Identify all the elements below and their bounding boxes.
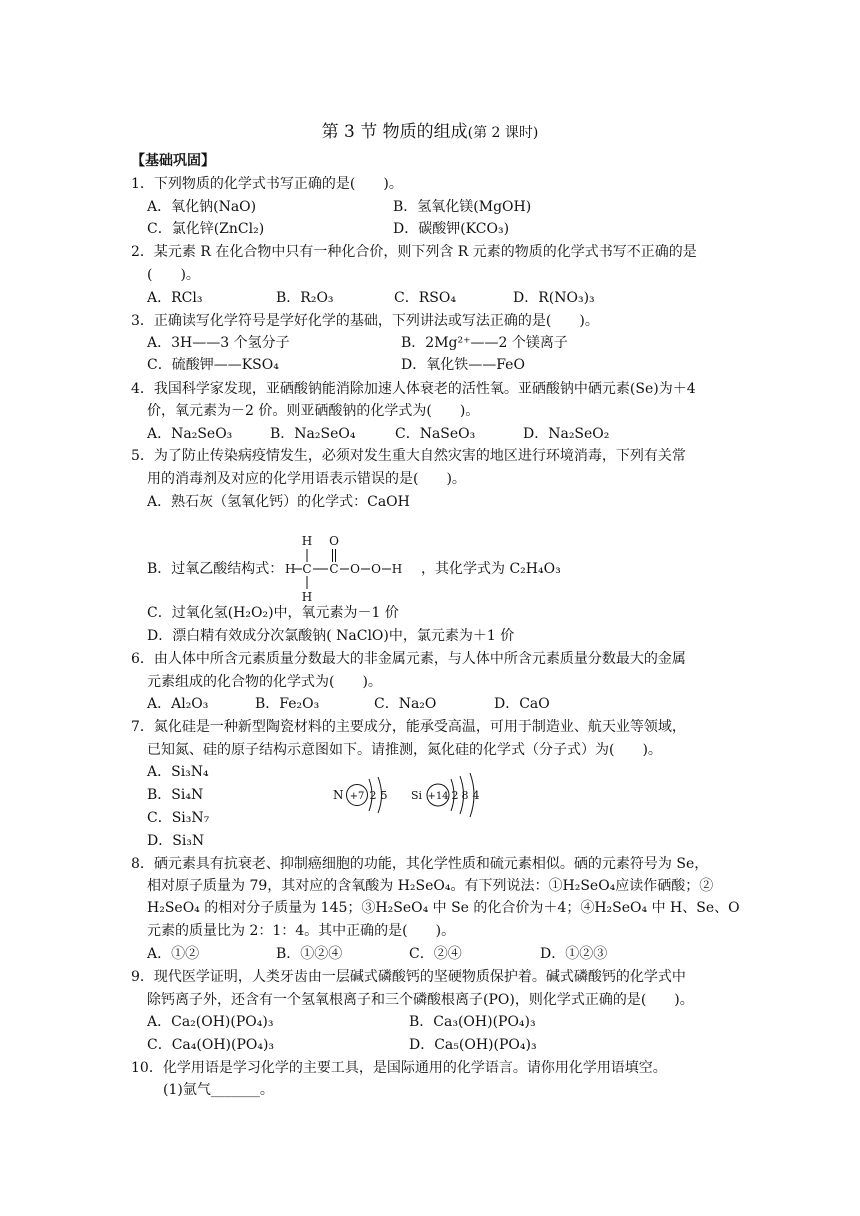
nitrogen-atom-diagram: [329, 773, 399, 817]
si-shell-1-electrons: 2: [451, 789, 459, 802]
q6-stem-line1: 6．由人体中所含元素质量分数最大的非金属元素，与人体中所含元素质量分数最大的金属: [131, 651, 686, 667]
q6-stem-line2: 元素组成的化合物的化学式为( )。: [147, 674, 382, 690]
n-shell-1-electrons: 2: [369, 789, 377, 802]
q2-option-b[interactable]: B．R₂O₃: [276, 290, 334, 306]
page-title: [0, 117, 860, 142]
peracetic-acid-structure: [283, 533, 423, 603]
q5-option-c[interactable]: C．过氧化氢(H₂O₂)中，氧元素为－1 价: [147, 605, 399, 621]
q7-stem-line1: 7．氮化硅是一种新型陶瓷材料的主要成分，能承受高温，可用于制造业、航天业等领域，: [131, 719, 686, 735]
q9-stem-line2: 除钙离子外，还含有一个氢氧根离子和三个磷酸根离子(PO)，则化学式正确的是( )。: [147, 992, 694, 1008]
q10-item-1[interactable]: (1)氩气_______。: [163, 1082, 274, 1098]
q9-option-a[interactable]: A．Ca₂(OH)(PO₄)₃: [147, 1014, 274, 1030]
struct-h-top: H: [301, 534, 313, 548]
q9-option-b[interactable]: B．Ca₃(OH)(PO₄)₃: [409, 1014, 536, 1030]
q6-option-d[interactable]: D．CaO: [494, 696, 550, 712]
q4-option-a[interactable]: A．Na₂SeO₃: [147, 426, 233, 442]
q6-option-c[interactable]: C．Na₂O: [374, 696, 437, 712]
q5-option-b-suffix[interactable]: ，其化学式为 C₂H₄O₃: [421, 561, 561, 577]
title-main: 第 3 节 物质的组成: [321, 122, 468, 142]
n-atom-symbol: N: [333, 788, 344, 802]
struct-o2: O: [371, 562, 381, 576]
q2-option-a[interactable]: A．RCl₃: [147, 290, 203, 306]
q4-option-d[interactable]: D．Na₂SeO₂: [523, 426, 610, 442]
q4-stem-line1: 4．我国科学家发现，亚硒酸钠能消除加速人体衰老的活性氧。亚硒酸钠中硒元素(Se)为＋4: [131, 381, 696, 397]
q4-option-b[interactable]: B．Na₂SeO₄: [270, 426, 356, 442]
q9-option-d[interactable]: D．Ca₅(OH)(PO₄)₃: [409, 1037, 537, 1053]
q2-stem-line2: ( )。: [147, 267, 200, 283]
q3-option-b[interactable]: B．2Mg²⁺——2 个镁离子: [401, 335, 568, 351]
struct-h-bottom: H: [301, 590, 313, 604]
q7-stem-line2: 已知氮、硅的原子结构示意图如下。请推测，氮化硅的化学式（分子式）为( )。: [147, 742, 662, 758]
q2-option-c[interactable]: C．RSO₄: [394, 290, 456, 306]
q3-option-a[interactable]: A．3H——3 个氢分子: [147, 335, 290, 351]
q1-stem: 1．下列物质的化学式书写正确的是( )。: [131, 176, 403, 192]
q8-stem-line1: 8．硒元素具有抗衰老、抑制癌细胞的功能，其化学性质和硫元素相似。硒的元素符号为 Se，: [131, 856, 709, 872]
title-sub: (第 2 课时): [467, 125, 539, 141]
q8-stem-line3: H₂SeO₄ 的相对分子质量为 145；③H₂SeO₄ 中 Se 的化合价为＋4；④H₂SeO₄ 中 H、Se、O: [147, 900, 740, 916]
struct-c1: C: [302, 562, 312, 576]
si-atom-symbol: Si: [411, 789, 423, 802]
q5-stem-line2: 用的消毒剂及对应的化学用语表示错误的是( )。: [147, 471, 466, 487]
q6-option-a[interactable]: A．Al₂O₃: [147, 696, 209, 712]
struct-o1: O: [350, 562, 360, 576]
struct-o-top: O: [329, 534, 339, 548]
q6-option-b[interactable]: B．Fe₂O₃: [255, 696, 320, 712]
q5-option-b-prefix[interactable]: B．过氧乙酸结构式：: [147, 561, 284, 577]
q8-option-d[interactable]: D．①②③: [540, 946, 608, 962]
q5-option-a[interactable]: A．熟石灰（氢氧化钙）的化学式：CaOH: [147, 494, 410, 510]
q1-option-a[interactable]: A．氧化钠(NaO): [147, 199, 257, 215]
si-nucleus-charge: +14: [427, 791, 449, 802]
q3-option-c[interactable]: C．硫酸钾——KSO₄: [147, 357, 279, 373]
n-nucleus-charge: +7: [349, 791, 365, 802]
q7-option-c[interactable]: C．Si₃N₇: [147, 810, 210, 826]
q7-option-a[interactable]: A．Si₃N₄: [147, 764, 209, 780]
q7-option-d[interactable]: D．Si₃N: [147, 833, 205, 849]
struct-h-left: H: [285, 562, 296, 576]
q1-option-b[interactable]: B．氢氧化镁(MgOH): [393, 199, 532, 215]
q9-option-c[interactable]: C．Ca₄(OH)(PO₄)₃: [147, 1037, 275, 1053]
q1-option-c[interactable]: C．氯化锌(ZnCl₂): [147, 221, 265, 237]
q4-stem-line2: 价，氧元素为－2 价。则亚硒酸钠的化学式为( )。: [147, 403, 480, 419]
q2-stem-line1: 2．某元素 R 在化合物中只有一种化合价，则下列含 R 元素的物质的化学式书写不正确的是: [131, 244, 697, 260]
struct-h-right: H: [391, 562, 403, 576]
q3-stem: 3．正确读写化学符号是学好化学的基础，下列讲法或写法正确的是( )。: [131, 313, 599, 329]
si-shell-3-electrons: 4: [472, 789, 480, 802]
q8-option-a[interactable]: A．①②: [147, 946, 200, 962]
n-shell-2-electrons: 5: [380, 789, 388, 802]
q2-option-d[interactable]: D．R(NO₃)₃: [513, 290, 595, 306]
q8-option-b[interactable]: B．①②④: [276, 946, 343, 962]
q10-stem: 10．化学用语是学习化学的主要工具，是国际通用的化学语言。请你用化学用语填空。: [131, 1060, 667, 1076]
section-heading: 【基础巩固】: [131, 153, 215, 169]
q1-option-d[interactable]: D．碳酸钾(KCO₃): [393, 221, 510, 237]
si-shell-2-electrons: 8: [461, 789, 469, 802]
q5-option-d[interactable]: D．漂白精有效成分次氯酸钠( NaClO)中，氯元素为＋1 价: [147, 628, 515, 644]
q7-option-b[interactable]: B．Si₄N: [147, 787, 204, 803]
q8-option-c[interactable]: C．②④: [409, 946, 462, 962]
silicon-atom-diagram: [410, 770, 490, 820]
q5-stem-line1: 5．为了防止传染病疫情发生，必须对发生重大自然灾害的地区进行环境消毒，下列有关常: [131, 448, 686, 464]
q9-stem-line1: 9．现代医学证明，人类牙齿由一层碱式磷酸钙的坚硬物质保护着。碱式磷酸钙的化学式中: [131, 969, 686, 985]
q8-stem-line2: 相对原子质量为 79，其对应的含氧酸为 H₂SeO₄。有下列说法：①H₂SeO₄应读作硒酸；②: [147, 878, 714, 894]
q4-option-c[interactable]: C．NaSeO₃: [395, 426, 476, 442]
q3-option-d[interactable]: D．氧化铁——FeO: [401, 357, 525, 373]
struct-c2: C: [329, 562, 339, 576]
q8-stem-line4: 元素的质量比为 2：1：4。其中正确的是( )。: [147, 923, 456, 939]
